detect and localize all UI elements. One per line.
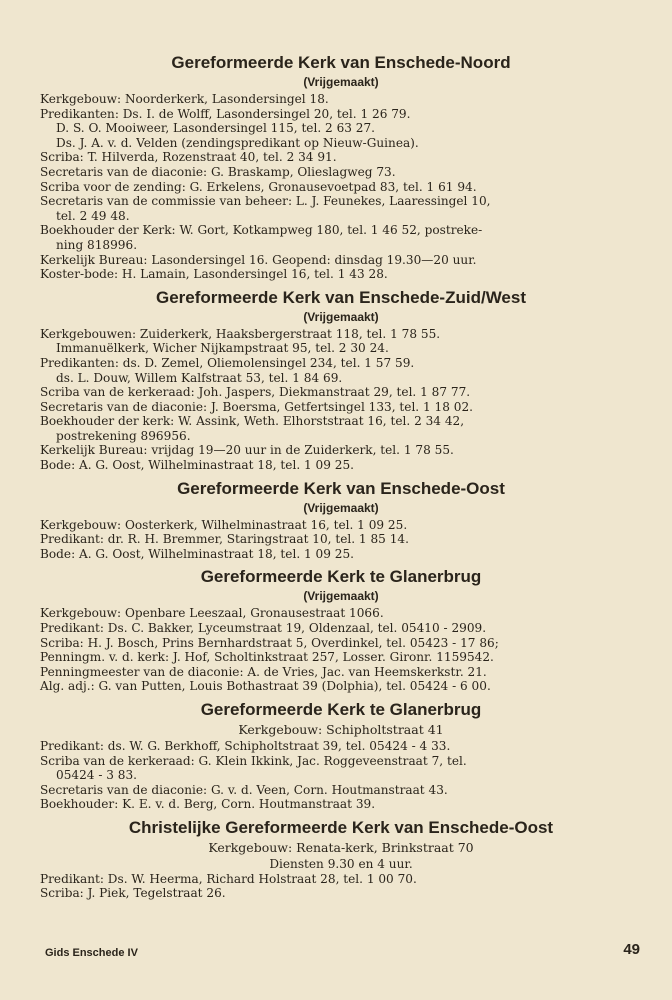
section-enschede-zuid-west [40,287,642,473]
entry-line: Scriba van de kerkeraad: G. Klein Ikkink, Jac. Roggeveenstraat 7, tel. [40,753,467,768]
entry-line: Scriba voor de zending: G. Erkelens, Gronausevoetpad 83, tel. 1 61 94. [40,179,477,194]
entry-line: Kerkelijk Bureau: Lasondersingel 16. Geopend: dinsdag 19.30—20 uur. [40,252,477,267]
entry-line: Predikant: Ds. W. Heerma, Richard Holstraat 28, tel. 1 00 70. [40,871,417,886]
entry-line: ning 818996. [56,237,138,252]
entry-line: Kerkgebouw: Noorderkerk, Lasondersingel 18. [40,92,329,106]
entry-line: Kerkgebouwen: Zuiderkerk, Haaksbergerstraat 118, tel. 1 78 55. [40,326,441,341]
entry-line: 05424 - 3 83. [56,768,138,783]
section-enschede-oost [40,478,642,562]
entry-line: Scriba van de kerkeraad: Joh. Jaspers, Diekmanstraat 29, tel. 1 87 77. [40,385,471,400]
section-title: Gereformeerde Kerk van Enschede-Zuid/West [155,287,527,307]
entry-line: Boekhouder der Kerk: W. Gort, Kotkampweg 180, tel. 1 46 52, postreke- [40,223,483,238]
section-title: Gereformeerde Kerk te Glanerbrug [200,567,482,587]
page-footer [45,941,645,965]
entry-line: Secretaris van de diaconie: G. v. d. Veen, Corn. Houtmanstraat 43. [40,782,448,797]
section-enschede-noord [40,52,642,282]
entry-line: Scriba: T. Hilverda, Rozenstraat 40, tel. 2 34 91. [40,150,337,165]
entry-line: postrekening 896956. [56,428,191,443]
entry-line: Koster-bode: H. Lamain, Lasondersingel 16, tel. 1 43 28. [40,267,388,282]
entry-line: Bode: A. G. Oost, Wilhelminastraat 18, tel. 1 09 25. [40,458,355,473]
section-subtitle: (Vrijgemaakt) [303,75,379,89]
section-title: Gereformeerde Kerk van Enschede-Noord [171,53,511,72]
section-subtitle: (Vrijgemaakt) [303,309,379,324]
entry-line: Predikant: dr. R. H. Bremmer, Staringstraat 10, tel. 1 85 14. [40,532,409,547]
entry-line: Secretaris van de diaconie: J. Boersma, Getfertsingel 133, tel. 1 18 02. [40,399,474,414]
entry-line: Penningm. v. d. kerk: J. Hof, Scholtinkstraat 257, Losser. Gironr. 1159542. [40,650,494,665]
entry-line: Secretaris van de commissie van beheer: L. J. Feunekes, Laaressingel 10, [40,194,491,209]
section-glanerbrug-vrijgemaakt [40,566,642,694]
entry-line: Ds. J. A. v. d. Velden (zendingspredikant op Nieuw-Guinea). [56,135,419,150]
entry-line: Scriba: J. Piek, Tegelstraat 26. [40,886,226,901]
section-subtitle: (Vrijgemaakt) [303,500,379,515]
section-subtitle: Kerkgebouw: Renata-kerk, Brinkstraat 70 [208,839,474,855]
section-subtitle: (Vrijgemaakt) [303,589,379,604]
section-christelijke-enschede-oost [40,817,642,901]
entry-line: Diensten 9.30 en 4 uur. [269,856,413,871]
running-footer-title: Gids Enschede IV [45,947,138,959]
entry-line: Kerkgebouw: Oosterkerk, Wilhelminastraat 16, tel. 1 09 25. [40,517,408,532]
entry-line: Kerkgebouw: Openbare Leeszaal, Gronausestraat 1066. [40,606,384,621]
entry-line: D. S. O. Mooiweer, Lasondersingel 115, tel. 2 63 27. [56,121,376,136]
section-glanerbrug [40,699,642,812]
entry-line: Secretaris van de diaconie: G. Braskamp, Olieslagweg 73. [40,164,396,179]
entry-line: tel. 2 49 48. [56,208,130,223]
entry-line: Bode: A. G. Oost, Wilhelminastraat 18, tel. 1 09 25. [40,546,355,561]
entry-line: Penningmeester van de diaconie: A. de Vries, Jac. van Heemskerkstr. 21. [40,664,487,679]
entry-line: Predikanten: Ds. I. de Wolff, Lasondersingel 20, tel. 1 26 79. [40,106,411,121]
entry-line: Predikanten: ds. D. Zemel, Oliemolensingel 234, tel. 1 57 59. [40,355,415,370]
page-number: 49 [623,941,640,958]
entry-line: Predikant: Ds. C. Bakker, Lyceumstraat 19, Oldenzaal, tel. 05410 - 2909. [40,621,487,636]
entry-line: Scriba: H. J. Bosch, Prins Bernhardstraat 5, Overdinkel, tel. 05423 - 17 86; [40,635,499,650]
entry-line: Predikant: ds. W. G. Berkhoff, Schipholtstraat 39, tel. 05424 - 4 33. [40,739,451,753]
section-title: Gereformeerde Kerk te Glanerbrug [200,700,482,719]
entry-line: Boekhouder der kerk: W. Assink, Weth. Elhorststraat 16, tel. 2 34 42, [40,414,465,429]
section-subtitle: Kerkgebouw: Schipholtstraat 41 [238,722,444,737]
entry-line: Boekhouder: K. E. v. d. Berg, Corn. Houtmanstraat 39. [40,797,376,812]
entry-line: ds. L. Douw, Willem Kalfstraat 53, tel. 1 84 69. [56,370,343,385]
entry-line: Kerkelijk Bureau: vrijdag 19—20 uur in de Zuiderkerk, tel. 1 78 55. [40,443,454,458]
entry-line: Immanuëlkerk, Wicher Nijkampstraat 95, tel. 2 30 24. [56,341,389,356]
entry-line: Alg. adj.: G. van Putten, Louis Bothastraat 39 (Dolphia), tel. 05424 - 6 00. [40,679,491,694]
section-title: Gereformeerde Kerk van Enschede-Oost [177,478,505,498]
section-title: Christelijke Gereformeerde Kerk van Enschede-Oost [128,817,554,837]
